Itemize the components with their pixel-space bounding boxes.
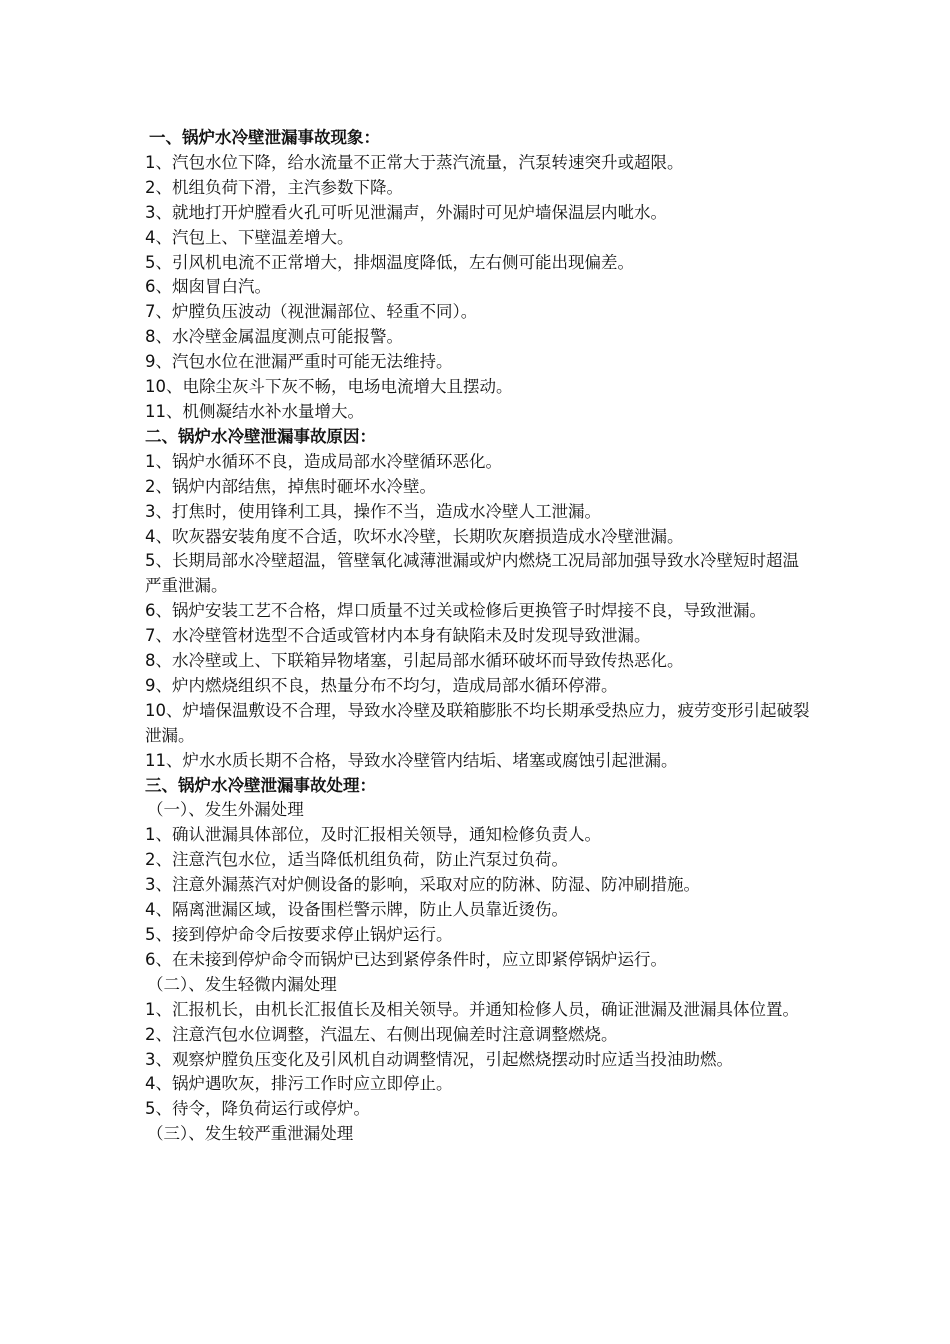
list-item: 5、引风机电流不正常增大，排烟温度降低，左右侧可能出现偏差。 [145, 252, 634, 272]
list-item: 1、锅炉水循环不良，造成局部水冷壁循环恶化。 [145, 451, 502, 471]
list-item: 4、吹灰器安装角度不合适，吹坏水冷壁，长期吹灰磨损造成水冷壁泄漏。 [145, 526, 684, 546]
list-item: 5、接到停炉命令后按要求停止锅炉运行。 [145, 925, 453, 944]
list-item: 7、水冷壁管材选型不合适或管材内本身有缺陷未及时发现导致泄漏。 [145, 626, 651, 646]
list-item: 1、汽包水位下降，给水流量不正常大于蒸汽流量，汽泵转速突升或超限。 [145, 152, 684, 172]
list-item: 6、在未接到停炉命令而锅炉已达到紧停条件时，应立即紧停锅炉运行。 [145, 949, 667, 969]
list-item: 11、炉水水质长期不合格，导致水冷壁管内结垢、堵塞或腐蚀引起泄漏。 [145, 750, 678, 770]
list-item: 3、观察炉膛负压变化及引风机自动调整情况，引起燃烧摆动时应适当投油助燃。 [145, 1049, 733, 1069]
list-item: 10、炉墙保温敷设不合理，导致水冷壁及联箱膨胀不均长期承受热应力，疲劳变形引起破裂泄漏。 [145, 700, 810, 745]
list-item: 7、炉膛负压波动（视泄漏部位、轻重不同）。 [145, 302, 478, 322]
list-item: 3、注意外漏蒸汽对炉侧设备的影响，采取对应的防淋、防湿、防冲刷措施。 [145, 875, 700, 895]
list-item: 9、炉内燃烧组织不良，热量分布不均匀，造成局部水循环停滞。 [145, 675, 618, 695]
list-item: 8、水冷壁或上、下联箱异物堵塞，引起局部水循环破坏而导致传热恶化。 [145, 651, 684, 671]
list-item: 6、锅炉安装工艺不合格，焊口质量不过关或检修后更换管子时焊接不良，导致泄漏。 [145, 601, 766, 621]
list-item: 2、锅炉内部结焦，掉焦时砸坏水冷壁。 [145, 476, 436, 496]
list-item: 1、确认泄漏具体部位，及时汇报相关领导，通知检修负责人。 [145, 825, 601, 845]
list-item: 4、锅炉遇吹灰，排污工作时应立即停止。 [145, 1074, 453, 1094]
subsection-title-minor-internal-leak: （二）、发生轻微内漏处理 [147, 974, 337, 994]
list-item: 1、汇报机长，由机长汇报值长及相关领导。并通知检修人员，确证泄漏及泄漏具体位置。 [145, 999, 799, 1019]
list-item: 6、烟囱冒白汽。 [145, 277, 271, 297]
list-item: 3、打焦时，使用锋利工具，操作不当，造成水冷壁人工泄漏。 [145, 501, 601, 521]
list-item: 3、就地打开炉膛看火孔可听见泄漏声，外漏时可见炉墙保温层内呲水。 [145, 202, 667, 222]
list-item: 2、机组负荷下滑，主汽参数下降。 [145, 177, 403, 197]
list-item: 10、电除尘灰斗下灰不畅，电场电流增大且摆动。 [145, 377, 513, 397]
list-item: 2、注意汽包水位调整，汽温左、右侧出现偏差时注意调整燃烧。 [145, 1024, 618, 1044]
list-item: 4、汽包上、下壁温差增大。 [145, 227, 354, 247]
subsection-title-severe-leak: （三）、发生较严重泄漏处理 [147, 1124, 354, 1144]
subsection-title-external-leak: （一）、发生外漏处理 [147, 800, 304, 820]
list-item: 8、水冷壁金属温度测点可能报警。 [145, 327, 403, 347]
list-item: 2、注意汽包水位，适当降低机组负荷，防止汽泵过负荷。 [145, 850, 568, 870]
list-item: 11、机侧凝结水补水量增大。 [145, 401, 364, 421]
document-page [145, 126, 815, 1147]
section-heading-causes: 二、锅炉水冷壁泄漏事故原因： [145, 426, 376, 446]
list-item: 4、隔离泄漏区域，设备围栏警示牌，防止人员靠近烫伤。 [145, 900, 568, 920]
list-item: 5、长期局部水冷壁超温，管壁氧化减薄泄漏或炉内燃烧工况局部加强导致水冷壁短时超温严重泄漏。 [145, 551, 799, 596]
list-item: 5、待令，降负荷运行或停炉。 [145, 1099, 370, 1119]
list-item: 9、汽包水位在泄漏严重时可能无法维持。 [145, 352, 453, 372]
section-heading-handling: 三、锅炉水冷壁泄漏事故处理： [145, 775, 376, 795]
section-heading-phenomena: 一、锅炉水冷壁泄漏事故现象： [149, 128, 380, 147]
